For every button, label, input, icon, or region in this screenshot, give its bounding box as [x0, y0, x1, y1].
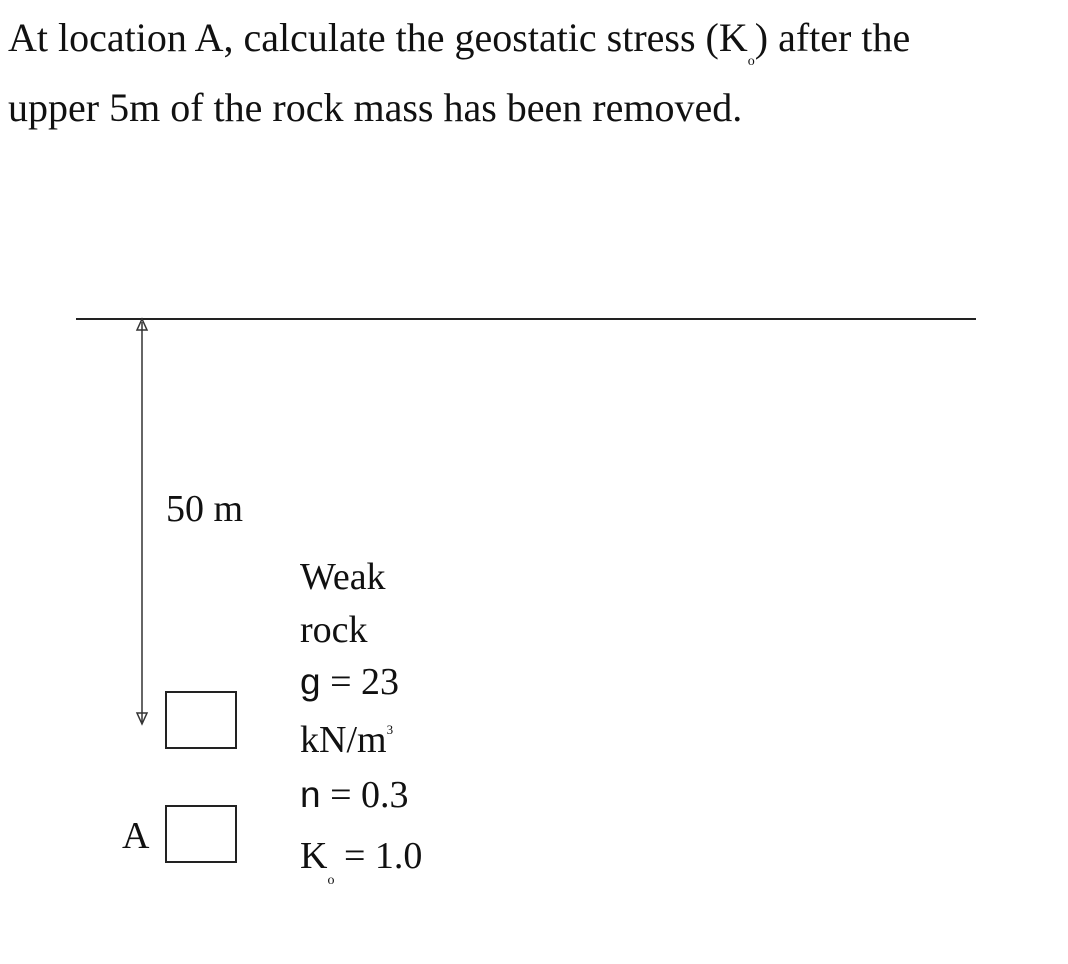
unit-weight-row: [300, 660, 399, 704]
material-name-line-1: Weak: [300, 556, 386, 598]
poisson-symbol: n: [300, 774, 321, 815]
depth-label: 50 m: [166, 488, 244, 530]
poisson-value: = 0.3: [330, 774, 409, 816]
stress-element-upper: [166, 692, 236, 748]
question-line-1: At location A, calculate the geostatic stress $(K_o)$ after the: [8, 15, 911, 69]
poisson-row: [300, 773, 409, 817]
k-row: $K_o = 1.0$: [300, 835, 423, 888]
unit-weight-unit: $kN/m^3$: [300, 719, 394, 761]
question-line-2: upper 5m of the rock mass has been removed.: [8, 85, 743, 130]
unit-weight-symbol: g: [300, 661, 321, 702]
material-name-line-2: rock: [300, 609, 368, 651]
unit-weight-value: = 23: [330, 661, 400, 703]
point-a-label: A: [122, 815, 150, 857]
stress-element-a: [166, 806, 236, 862]
